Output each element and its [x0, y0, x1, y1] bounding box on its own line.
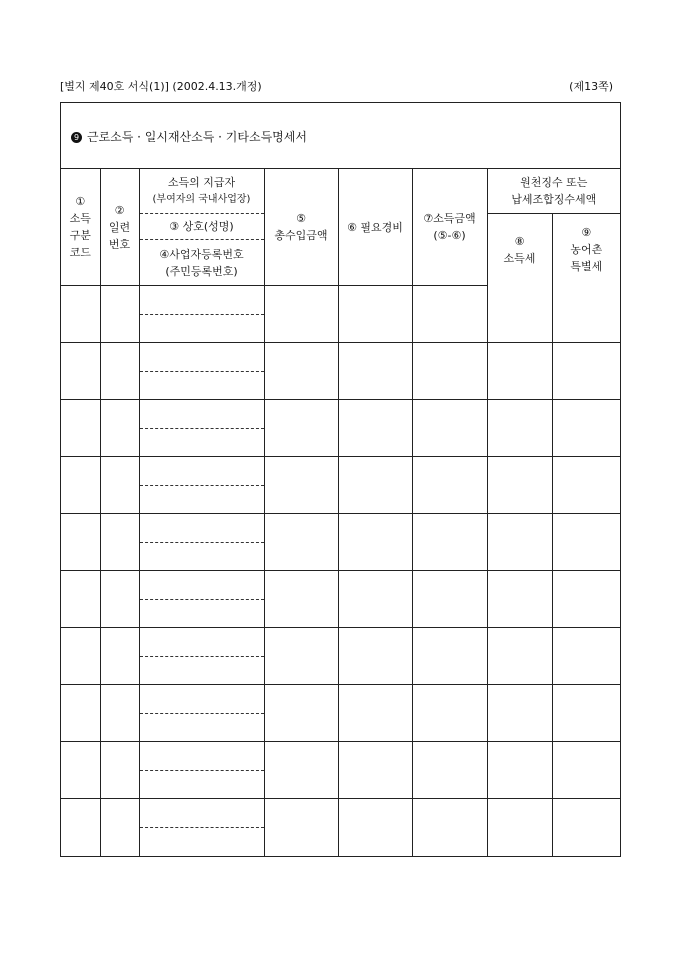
col8-label: 소득세 — [503, 251, 536, 265]
payer-cell[interactable] — [139, 628, 264, 685]
col-expenses-header — [338, 169, 412, 286]
payer-cell[interactable] — [139, 685, 264, 742]
col7-formula: (⑤-⑥) — [433, 229, 466, 242]
rural-tax-cell[interactable] — [552, 799, 620, 856]
income-code-cell[interactable] — [61, 286, 100, 343]
table-row — [61, 343, 620, 400]
income-tax-cell[interactable] — [487, 400, 552, 457]
income-tax-cell[interactable] — [487, 514, 552, 571]
payer-divider — [140, 371, 264, 372]
payer-reg-label: ④사업자등록번호 — [159, 247, 244, 261]
income-code-cell[interactable] — [61, 457, 100, 514]
payer-divider — [140, 770, 264, 771]
payer-cell[interactable] — [139, 742, 264, 799]
income-code-cell[interactable] — [61, 742, 100, 799]
payer-divider — [140, 599, 264, 600]
table-row — [61, 742, 620, 799]
page-number: (제13쪽) — [569, 80, 613, 93]
income-amount-cell[interactable] — [412, 742, 487, 799]
payer-divider — [140, 656, 264, 657]
col1-line3: 코드 — [69, 246, 91, 259]
rural-tax-cell[interactable] — [552, 742, 620, 799]
payer-name-label: ③ 상호(성명) — [140, 214, 264, 240]
expenses-cell[interactable] — [338, 685, 412, 742]
rural-tax-cell[interactable] — [552, 457, 620, 514]
rural-tax-cell[interactable] — [552, 514, 620, 571]
expenses-cell[interactable] — [338, 400, 412, 457]
table-row — [61, 685, 620, 742]
title-row — [61, 103, 620, 169]
rural-tax-cell[interactable] — [552, 286, 620, 343]
total-income-cell[interactable] — [264, 343, 338, 400]
col9-line1: 농어촌 — [570, 243, 603, 257]
form-id: [별지 제40호 서식(1)] (2002.4.13.개정) — [60, 80, 262, 93]
income-amount-cell[interactable] — [412, 571, 487, 628]
income-tax-cell[interactable] — [487, 799, 552, 856]
table-row — [61, 628, 620, 685]
payer-divider — [140, 542, 264, 543]
income-amount-cell[interactable] — [412, 286, 487, 343]
withholding-line1: 원천징수 또는 — [520, 175, 588, 189]
form-frame — [60, 102, 621, 857]
payer-divider — [140, 314, 264, 315]
col5-num: ⑤ — [296, 212, 306, 225]
col7-label: ⑦소득금액 — [423, 212, 476, 225]
income-tax-cell[interactable] — [487, 343, 552, 400]
col5-label: 총수입금액 — [274, 229, 328, 242]
form-title-text: 근로소득 · 일시재산소득 · 기타소득명세서 — [87, 130, 307, 144]
income-table — [61, 169, 620, 856]
income-code-cell[interactable] — [61, 571, 100, 628]
withholding-line2: 납세조합징수세액 — [511, 192, 597, 206]
income-tax-cell[interactable] — [487, 286, 552, 343]
col-withholding-header — [487, 169, 620, 213]
table-row — [61, 514, 620, 571]
col1-line1: 소득 — [69, 212, 91, 225]
payer-cell[interactable] — [139, 343, 264, 400]
rural-tax-cell[interactable] — [552, 571, 620, 628]
payer-reg-sub-label: (주민등록번호) — [165, 264, 238, 278]
col8-num: ⑧ — [514, 234, 525, 248]
income-amount-cell[interactable] — [412, 514, 487, 571]
payer-divider — [140, 485, 264, 486]
income-amount-cell[interactable] — [412, 685, 487, 742]
total-income-cell[interactable] — [264, 628, 338, 685]
table-row — [61, 799, 620, 856]
payer-cell[interactable] — [139, 286, 264, 343]
table-row — [61, 400, 620, 457]
col9-line2: 특별세 — [570, 260, 603, 274]
payer-cell[interactable] — [139, 400, 264, 457]
payer-divider — [140, 827, 264, 828]
serial-cell[interactable] — [100, 571, 139, 628]
income-tax-cell[interactable] — [487, 628, 552, 685]
income-amount-cell[interactable] — [412, 343, 487, 400]
payer-title: 소득의 지급자 — [167, 176, 236, 189]
col2-num: ② — [114, 203, 125, 217]
expenses-cell[interactable] — [338, 799, 412, 856]
col-payer-header — [139, 169, 264, 286]
serial-cell[interactable] — [100, 685, 139, 742]
col2-line1: 일련 — [108, 220, 131, 234]
total-income-cell[interactable] — [264, 514, 338, 571]
expenses-cell[interactable] — [338, 628, 412, 685]
income-code-cell[interactable] — [61, 400, 100, 457]
serial-cell[interactable] — [100, 799, 139, 856]
serial-cell[interactable] — [100, 343, 139, 400]
table-row — [61, 286, 620, 343]
income-tax-cell[interactable] — [487, 457, 552, 514]
total-income-cell[interactable] — [264, 685, 338, 742]
serial-cell[interactable] — [100, 514, 139, 571]
col-total-income-header — [264, 169, 338, 286]
expenses-cell[interactable] — [338, 457, 412, 514]
rural-tax-cell[interactable] — [552, 628, 620, 685]
rural-tax-cell[interactable] — [552, 400, 620, 457]
income-amount-cell[interactable] — [412, 799, 487, 856]
expenses-cell[interactable] — [338, 343, 412, 400]
total-income-cell[interactable] — [264, 400, 338, 457]
col6-label: ⑥ 필요경비 — [347, 220, 403, 234]
col1-line2: 구분 — [69, 229, 91, 242]
income-tax-cell[interactable] — [487, 571, 552, 628]
col1-num: ① — [75, 195, 86, 208]
total-income-cell[interactable] — [264, 742, 338, 799]
income-code-cell[interactable] — [61, 628, 100, 685]
serial-cell[interactable] — [100, 742, 139, 799]
income-code-cell[interactable] — [61, 514, 100, 571]
income-code-cell[interactable] — [61, 685, 100, 742]
rural-tax-cell[interactable] — [552, 343, 620, 400]
income-code-cell[interactable] — [61, 799, 100, 856]
payer-cell[interactable] — [139, 457, 264, 514]
col9-num: ⑨ — [581, 226, 592, 240]
serial-cell[interactable] — [100, 286, 139, 343]
col-income-amount-header — [412, 169, 487, 286]
income-code-cell[interactable] — [61, 343, 100, 400]
income-tax-cell[interactable] — [487, 685, 552, 742]
serial-cell[interactable] — [100, 457, 139, 514]
expenses-cell[interactable] — [338, 742, 412, 799]
expenses-cell[interactable] — [338, 571, 412, 628]
serial-cell[interactable] — [100, 628, 139, 685]
expenses-cell[interactable] — [338, 286, 412, 343]
total-income-cell[interactable] — [264, 571, 338, 628]
rural-tax-cell[interactable] — [552, 685, 620, 742]
col-income-code-header — [61, 169, 100, 286]
income-tax-cell[interactable] — [487, 742, 552, 799]
col-rural-tax-header — [552, 213, 620, 285]
header-row — [61, 169, 620, 213]
expenses-cell[interactable] — [338, 514, 412, 571]
col2-line2: 번호 — [108, 237, 131, 251]
payer-divider — [140, 428, 264, 429]
total-income-cell[interactable] — [264, 286, 338, 343]
income-amount-cell[interactable] — [412, 400, 487, 457]
total-income-cell[interactable] — [264, 457, 338, 514]
circled-number-icon: 9 — [71, 132, 82, 143]
form-title — [71, 129, 307, 145]
payer-subtitle: (부여자의 국내사업장) — [152, 194, 251, 205]
col-income-tax-header — [487, 213, 552, 285]
income-amount-cell[interactable] — [412, 628, 487, 685]
col-serial-header — [100, 169, 139, 286]
payer-cell[interactable] — [139, 799, 264, 856]
payer-cell[interactable] — [139, 514, 264, 571]
payer-cell[interactable] — [139, 571, 264, 628]
payer-divider — [140, 713, 264, 714]
income-amount-cell[interactable] — [412, 457, 487, 514]
table-row — [61, 457, 620, 514]
serial-cell[interactable] — [100, 400, 139, 457]
table-row — [61, 571, 620, 628]
total-income-cell[interactable] — [264, 799, 338, 856]
